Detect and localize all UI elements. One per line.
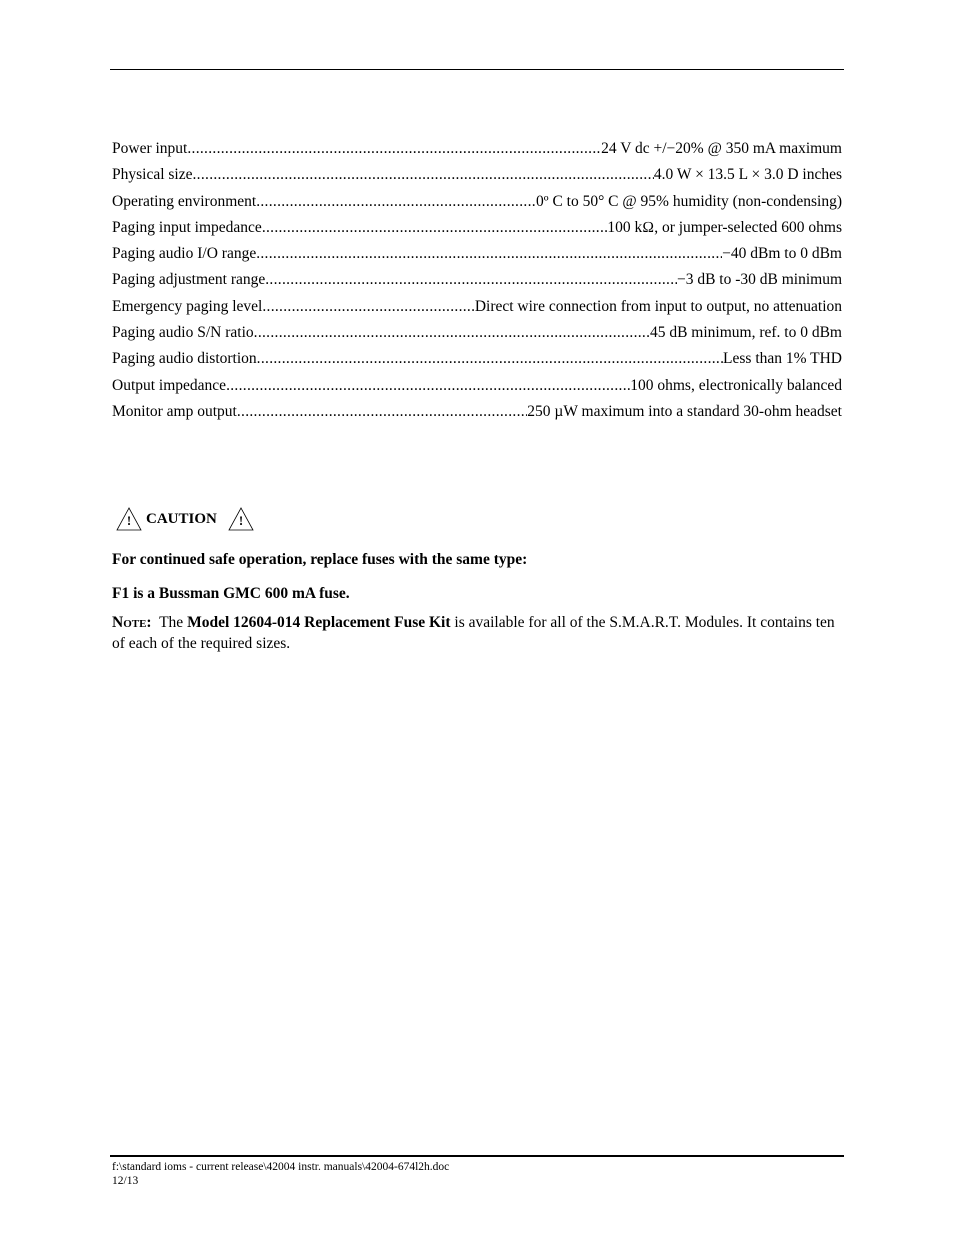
spec-value: −40 dBm to 0 dBm (722, 245, 842, 263)
spec-row (112, 193, 842, 219)
footer (112, 1160, 449, 1188)
caution-banner (115, 506, 255, 532)
spec-value: 250 µW maximum into a standard 30-ohm headset (527, 402, 842, 420)
specifications-list (112, 140, 842, 429)
dot-leader (257, 350, 723, 368)
spec-value: 24 V dc +/−20% @ 350 mA maximum (601, 140, 842, 157)
spec-label: Operating environment (112, 192, 257, 210)
spec-row (112, 219, 842, 245)
footer-rule (110, 1155, 844, 1157)
spec-row (112, 298, 842, 324)
spec-row (112, 403, 842, 429)
spec-label: Power input (112, 140, 188, 157)
spec-row (112, 140, 842, 166)
spec-label: Paging audio S/N ratio (112, 324, 254, 342)
svg-text:!: ! (238, 513, 244, 528)
note-pre: The (159, 614, 184, 631)
note-paragraph (112, 612, 844, 654)
spec-row (112, 166, 842, 192)
spec-label: Paging adjustment range (112, 271, 266, 289)
svg-text:!: ! (126, 513, 132, 528)
caution-label: CAUTION (146, 510, 217, 527)
spec-label: Paging audio I/O range (112, 245, 257, 263)
spec-value: 0º C to 50° C @ 95% humidity (non-condensing) (536, 192, 842, 210)
warning-triangle-icon (227, 506, 255, 532)
warning-triangle-icon (115, 506, 143, 532)
dot-leader (237, 403, 527, 421)
spec-value: −3 dB to -30 dB minimum (676, 271, 842, 289)
header-rule (110, 69, 844, 70)
dot-leader (265, 271, 677, 289)
document-date: 12/13 (112, 1175, 139, 1187)
fuse-kit-name: Model 12604-014 Replacement Fuse Kit (187, 614, 451, 631)
spec-label: Output impedance (112, 376, 227, 394)
dot-leader (256, 245, 722, 263)
note-label: Note: (112, 614, 152, 631)
spec-value: Direct wire connection from input to output, no attenuation (474, 297, 842, 315)
spec-label: Paging input impedance (112, 218, 262, 236)
spec-value: 100 ohms, electronically balanced (630, 376, 842, 394)
spec-row (112, 271, 842, 297)
note-post: is available for all of the S.M.A.R.T. Modules. It contains ten of each of the required sizes. (112, 614, 835, 652)
spec-row (112, 377, 842, 403)
dot-leader (187, 140, 601, 158)
spec-label: Emergency paging level (112, 297, 263, 315)
spec-row (112, 245, 842, 271)
dot-leader (193, 166, 654, 184)
spec-row (112, 324, 842, 350)
spec-value: Less than 1% THD (723, 350, 842, 368)
spec-value: 45 dB minimum, ref. to 0 dBm (649, 324, 842, 342)
spec-row (112, 350, 842, 376)
fuse-spec: F1 is a Bussman GMC 600 mA fuse. (112, 585, 350, 602)
document-path: f:\standard ioms - current release\42004 instr. manuals\42004-674l2h.doc (112, 1161, 450, 1173)
spec-value: 100 kΩ, or jumper-selected 600 ohms (607, 218, 842, 236)
spec-label: Physical size (112, 166, 193, 184)
spec-label: Monitor amp output (112, 402, 237, 420)
dot-leader (262, 298, 474, 316)
spec-value: 4.0 W × 13.5 L × 3.0 D inches (653, 166, 842, 184)
dot-leader (254, 324, 650, 342)
dot-leader (256, 193, 536, 211)
dot-leader (262, 219, 608, 237)
dot-leader (226, 377, 630, 395)
spec-label: Paging audio distortion (112, 350, 257, 368)
fuse-replacement-heading: For continued safe operation, replace fuses with the same type: (112, 551, 528, 568)
